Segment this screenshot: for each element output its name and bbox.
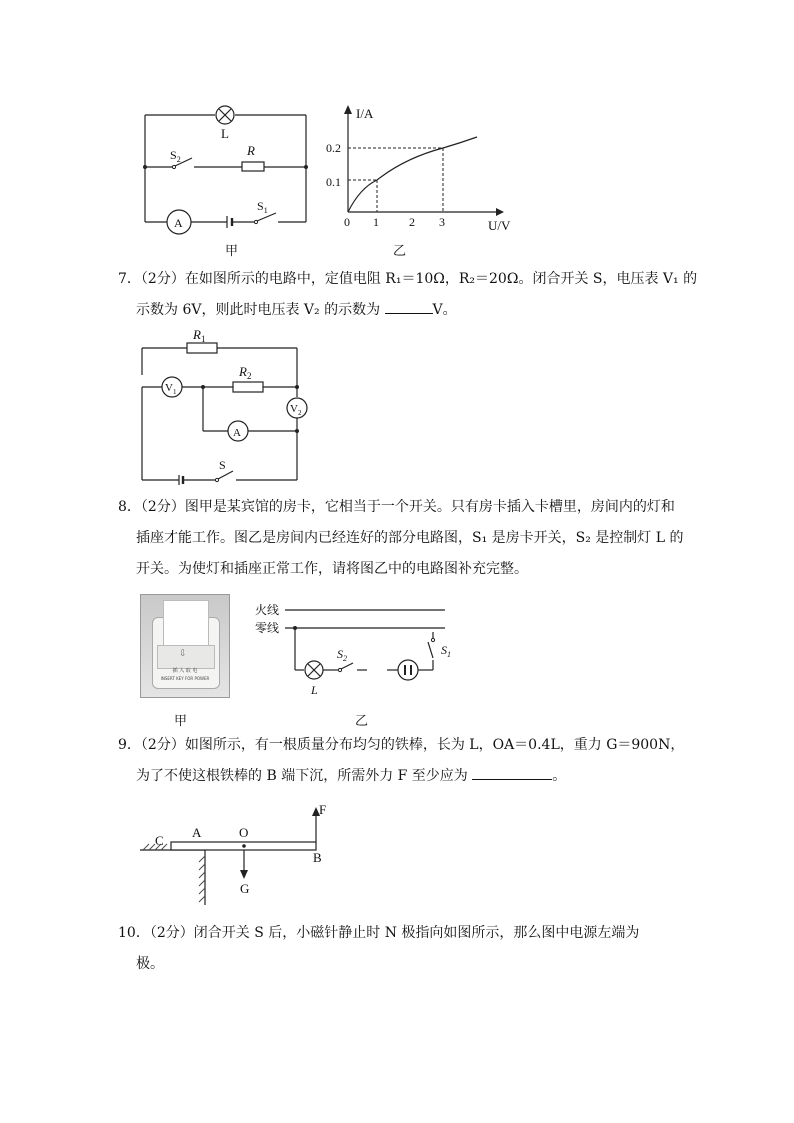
q8-caption-right: 乙: [355, 714, 369, 729]
ammeter-symbol: [167, 210, 191, 234]
q7-text-line1: 在如图所示的电路中，定值电阻 R₁＝10Ω，R₂＝20Ω。闭合开关 S，电压表 V₁ 的: [184, 271, 698, 287]
question-9-lever-figure: [135, 800, 335, 910]
s2-label: $S_2$: [337, 647, 347, 663]
figure6-graph: [320, 100, 520, 235]
x-axis-label: U/V: [488, 218, 511, 233]
r-label: R: [247, 143, 255, 158]
neutral-wire-label: 零线: [255, 621, 280, 635]
q7-unit: V。: [432, 302, 457, 318]
room-card-photo: [140, 594, 230, 698]
s2-label: $S_2$: [170, 148, 181, 164]
q9-text-line2: 为了不使这根铁棒的 B 端下沉，所需外力 F 至少应为: [136, 768, 473, 784]
r1-symbol: [187, 343, 217, 353]
y-axis-label: I/A: [356, 106, 374, 121]
question-10: [118, 918, 678, 980]
q9-text-line1: 如图所示，有一根质量分布均匀的铁棒，长为 L，OA＝0.4L，重力 G＝900N，: [184, 737, 685, 753]
x-tick: 0: [344, 215, 350, 229]
s1-label: $S_1$: [257, 199, 268, 215]
y-tick: 0.1: [326, 175, 341, 189]
voltmeter-v1: [162, 377, 182, 397]
question-8: [118, 492, 684, 585]
r2-symbol: [233, 382, 263, 392]
voltmeter-v2: [287, 398, 307, 418]
q7-answer-blank[interactable]: [385, 297, 433, 314]
s1-label: $S_1$: [441, 643, 451, 659]
question-9: [118, 730, 685, 792]
r2-label: $R_2$: [239, 364, 252, 381]
ammeter-symbol: [228, 421, 248, 441]
r1-label: $R_1$: [193, 327, 206, 344]
q8-text-line2: 插座才能工作。图乙是房间内已经连好的部分电路图，S₁ 是房卡开关，S₂ 是控制灯 L 的: [136, 530, 684, 546]
question-7: [118, 264, 698, 326]
svg-text:A: A: [233, 427, 241, 439]
q8-score: （2分）: [140, 499, 185, 515]
svg-text:A: A: [174, 216, 183, 230]
force-f-label: F: [319, 802, 327, 817]
resistor-symbol: [242, 162, 264, 171]
svg-text:V1: $V_1$: [165, 382, 177, 396]
point-a-label: A: [192, 825, 202, 840]
live-wire-label: 火线: [255, 603, 280, 617]
q9-score: （2分）: [140, 737, 185, 753]
lamp-label: L: [311, 683, 318, 697]
x-tick: 2: [409, 215, 415, 229]
iv-curve: [348, 137, 477, 212]
q10-score: （2分）: [149, 925, 194, 941]
point-c-label: C: [155, 833, 164, 848]
card-arrow-icon: ⇩: [179, 649, 187, 659]
figure6-caption-right: 乙: [393, 244, 407, 259]
figure6-circuit: [130, 95, 320, 245]
q8-caption-left: 甲: [174, 714, 188, 729]
q8-text-line3: 开关。为使灯和插座正常工作，请将图乙中的电路图补充完整。: [136, 561, 528, 577]
weight-g-label: G: [240, 881, 250, 896]
q8-number: 8．: [118, 499, 141, 515]
y-tick: 0.2: [326, 141, 341, 155]
point-b-label: B: [313, 850, 322, 865]
switch-label: S: [219, 458, 226, 472]
photo-label-cn: 插 入 取 电: [172, 668, 198, 674]
q7-text-line2: 示数为 6V，则此时电压表 V₂ 的示数为: [136, 302, 385, 318]
lamp-symbol: [216, 106, 234, 124]
question-8-circuit: [255, 600, 455, 705]
photo-label-en: INSERT KEY FOR POWER: [160, 676, 210, 681]
key-card: [163, 600, 209, 648]
q9-period: 。: [552, 768, 567, 784]
q9-answer-blank[interactable]: [472, 763, 552, 780]
q10-text-line2: 极。: [136, 956, 164, 972]
point-o-label: O: [239, 825, 249, 840]
q7-number: 7．: [118, 271, 141, 287]
socket-symbol: [398, 660, 418, 680]
q9-number: 9．: [118, 737, 141, 753]
q10-text-line1: 闭合开关 S 后，小磁针静止时 N 极指向如图所示，那么图中电源左端为: [193, 925, 640, 941]
q7-score: （2分）: [140, 271, 185, 287]
x-tick: 1: [373, 215, 379, 229]
x-tick: 3: [439, 215, 445, 229]
q10-number: 10．: [118, 925, 150, 941]
question-7-circuit: [135, 325, 310, 485]
svg-text:V2: $V_2$: [290, 403, 302, 417]
q8-text-line1: 图甲是某宾馆的房卡，它相当于一个开关。只有房卡插入卡槽里，房间内的灯和: [184, 499, 675, 515]
figure6-caption-left: 甲: [225, 244, 239, 259]
lamp-symbol: [305, 661, 323, 679]
lamp-label: L: [221, 126, 229, 141]
